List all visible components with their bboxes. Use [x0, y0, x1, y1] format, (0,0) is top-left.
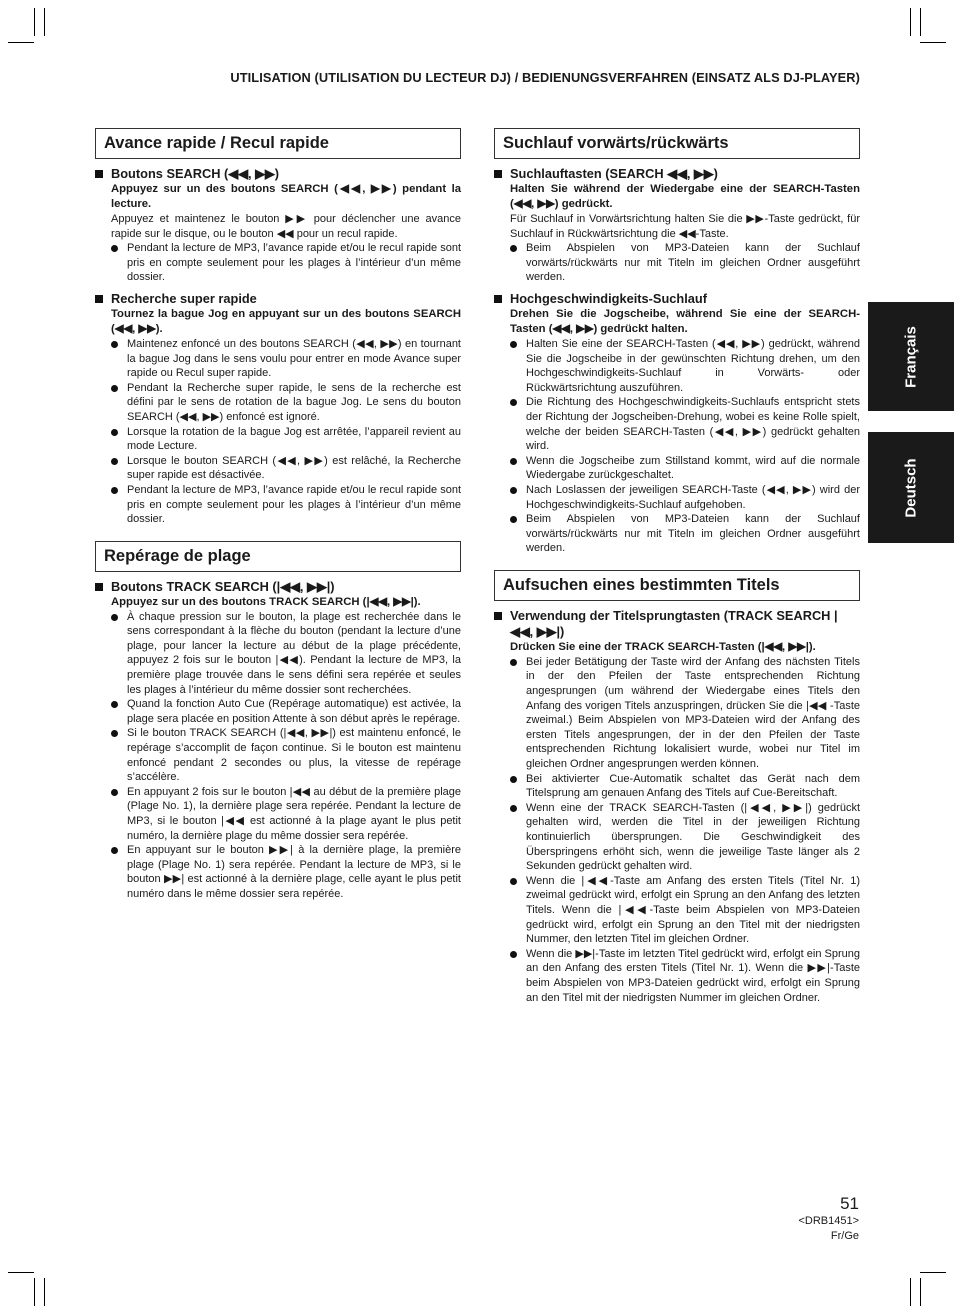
list-item: Wenn die Jogscheibe zum Stillstand kommt, wird auf die normale Wiedergabe zurückgeschaltet.	[526, 454, 860, 482]
list-item: Beim Abspielen von MP3-Dateien kann der Suchlauf vorwärts/rückwärts nur mit Titeln im gleichen Ordner ausgeführt werden.	[526, 513, 860, 555]
list-item: Wenn die |◀◀-Taste am Anfang des ersten Titels (Titel Nr. 1) zweimal gedrückt wird, erfolgt ein Sprung an den Anfang des letzten Titels. Wenn die |◀◀-Taste beim Abspielen von MP3-Dateien gedrückt wird, erfolgt ein Sprung an den Titel mit der niedrigsten Nummer, den letzten Titel im gleichen Ordner.	[526, 874, 860, 946]
document-code-number: <DRB1451>	[798, 1215, 859, 1227]
list-item: Bei aktivierter Cue-Automatik schaltet das Gerät nach dem Titelsprung am genauen Anfang des Titels auf Cue-Bereitschaft.	[526, 772, 860, 800]
crop-mark	[44, 8, 45, 36]
list-item: Halten Sie eine der SEARCH-Tasten (◀◀, ▶▶) gedrückt, während Sie die Jogscheibe in der gewünschten Richtung drehen, um den Hochgeschwindigkeits-Suchlauf in Vorwärts- oder Rückwärtsrichtung auszuführen.	[526, 337, 860, 394]
list-item: À chaque pression sur le bouton, la plage est recherchée dans le sens correspondant à la flèche du bouton (pendant la lecture d’une plage, pour lancer la lecture au début de la plage précédente, appuyez 2 fois sur le bouton |◀◀). Pendant la lecture de MP3, la première plage trouvée dans le sens défini sera repérée et seules les plages à l’intérieur du même dossier sont recherchées.	[127, 610, 461, 696]
bullet-list	[494, 655, 860, 1005]
subsection	[494, 291, 860, 556]
section-title: Aufsuchen eines bestimmten Titels	[494, 570, 860, 601]
section-title: Avance rapide / Recul rapide	[95, 128, 461, 159]
subsection-heading: Suchlauftasten (SEARCH ◀◀, ▶▶)	[494, 166, 860, 182]
list-item: Beim Abspielen von MP3-Dateien kann der Suchlauf vorwärts/rückwärts nur mit Titeln im gleichen Ordner ausgeführt werden.	[526, 242, 860, 284]
crop-mark	[44, 1278, 45, 1306]
instruction: Tournez la bague Jog en appuyant sur un des boutons SEARCH (◀◀, ▶▶).	[111, 307, 461, 335]
subsection-heading: Verwendung der Titelsprungtasten (TRACK SEARCH |◀◀, ▶▶|)	[494, 608, 860, 640]
page-header: UTILISATION (UTILISATION DU LECTEUR DJ) / BEDIENUNGSVERFAHREN (EINSATZ ALS DJ-PLAYER)	[230, 70, 860, 85]
bullet-list	[95, 610, 461, 902]
subsection	[95, 166, 461, 285]
square-bullet-icon	[494, 295, 502, 303]
crop-mark	[34, 8, 35, 36]
square-bullet-icon	[95, 170, 103, 178]
crop-mark	[8, 42, 34, 43]
square-bullet-icon	[494, 612, 502, 620]
list-item: Die Richtung des Hochgeschwindigkeits-Suchlaufs entspricht stets der Richtung der Jogscheiben-Drehung, wobei es keine Rolle spielt, welche der beiden SEARCH-Tasten (◀◀, ▶▶) gedrückt gehalten wird.	[526, 396, 860, 453]
list-item: Si le bouton TRACK SEARCH (|◀◀, ▶▶|) est maintenu enfoncé, le repérage s’accomplit de façon continue. Si le bouton est maintenu enfoncé pendant 2 secondes ou plus, la vitesse de repérage s’accélère.	[127, 727, 461, 784]
list-item: Maintenez enfoncé un des boutons SEARCH (◀◀, ▶▶) en tournant la bague Jog dans le sens voulu pour entrer en mode Avance super rapide ou Recul super rapide.	[127, 337, 461, 380]
crop-mark	[910, 8, 911, 36]
instruction: Appuyez sur un des boutons TRACK SEARCH (|◀◀, ▶▶|).	[111, 595, 421, 608]
list-item: En appuyant sur le bouton ▶▶| à la dernière plage, la première plage (Plage No. 1) sera repérée. Pendant la lecture de MP3, si le bouton ▶▶| est actionné à la dernière plage, celle ayant le plus petit numéro dans le même dossier sera repérée.	[127, 844, 461, 900]
subsection	[494, 608, 860, 1005]
section-title: Repérage de plage	[95, 541, 461, 572]
section-title: Suchlauf vorwärts/rückwärts	[494, 128, 860, 159]
list-item: Wenn die ▶▶|-Taste im letzten Titel gedrückt wird, erfolgt ein Sprung an den Anfang des ersten Titels (Titel Nr. 1). Wenn die ▶▶|-Taste beim Abspielen von MP3-Dateien gedrückt wird, erfolgt ein Sprung an den Titel mit der niedrigsten Nummer im gleichen Ordner.	[526, 947, 860, 1004]
list-item: En appuyant 2 fois sur le bouton |◀◀ au début de la première plage (Plage No. 1), la dernière plage sera repérée. Pendant la lecture de MP3, si le bouton |◀◀ est actionné à la plage ayant le plus petit numéro, la dernière plage du même dossier sera repérée.	[127, 785, 461, 842]
list-item: Lorsque le bouton SEARCH (◀◀, ▶▶) est relâché, la Recherche super rapide est désactivée.	[127, 454, 461, 482]
bullet-list	[494, 337, 860, 556]
bullet-list	[494, 241, 860, 285]
document-language-code: Fr/Ge	[830, 1230, 859, 1242]
crop-mark	[920, 1278, 921, 1306]
language-tab-french	[868, 302, 954, 411]
crop-mark	[8, 1272, 34, 1273]
instruction: Appuyez sur un des boutons SEARCH (◀◀, ▶▶) pendant la lecture.	[111, 183, 461, 210]
list-item: Pendant la lecture de MP3, l’avance rapide et/ou le recul rapide sont pris en compte seulement pour les plages à l’intérieur d’un même dossier.	[127, 483, 461, 526]
subsection-heading: Boutons SEARCH (◀◀, ▶▶)	[95, 166, 461, 182]
language-tab-label: Deutsch	[902, 457, 920, 518]
square-bullet-icon	[95, 295, 103, 303]
list-item: Bei jeder Betätigung der Taste wird der Anfang des nächsten Titels in der den Pfeilen der Taste entsprechenden Richtung angesprungen (um während der Wiedergabe eines Titels den Anfang des vorigen Titels anzuspringen, drücken Sie die |◀◀ -Taste zweimal.) Beim Abspielen von MP3-Dateien wird der Anfang des ersten Titels angesprungen, der in der den Pfeilen der Taste entsprechenden Richtung lokalisiert wurde, wobei nur Titel im gleichen Ordner angesprungen werden können.	[526, 655, 860, 771]
language-tab-german	[868, 432, 954, 543]
list-item: Lorsque la rotation de la bague Jog est arrêtée, l’appareil revient au mode Lecture.	[127, 425, 461, 453]
bullet-list	[95, 337, 461, 527]
crop-mark	[920, 42, 946, 43]
paragraph: Appuyez et maintenez le bouton ▶▶ pour déclencher une avance rapide sur le disque, ou le bouton ◀◀ pour un recul rapide.	[111, 213, 461, 240]
subsection	[95, 579, 461, 902]
crop-mark	[920, 1272, 946, 1273]
subsection	[95, 291, 461, 527]
list-item: Pendant la lecture de MP3, l’avance rapide et/ou le recul rapide sont pris en compte seulement pour les plages à l’intérieur d’un même dossier.	[127, 242, 461, 284]
language-tab-label: Français	[902, 325, 920, 388]
list-item: Pendant la Recherche super rapide, le sens de la recherche est défini par le sens de rotation de la bague Jog. Le sens du bouton SEARCH (◀◀, ▶▶) enfoncé est ignoré.	[127, 381, 461, 423]
document-code	[798, 1214, 859, 1244]
square-bullet-icon	[494, 170, 502, 178]
paragraph: Für Suchlauf in Vorwärtsrichtung halten Sie die ▶▶-Taste gedrückt, für Suchlauf in Rückwärtsrichtung die ◀◀-Taste.	[510, 213, 860, 240]
list-item: Wenn eine der TRACK SEARCH-Tasten (|◀◀, ▶▶|) gedrückt gehalten wird, werden die Titel in der jeweiligen Richtung kontinuierlich übersprungen. Die Geschwindigkeit des Überspringens erhöht sich, wenn die jeweilige Taste länger als 2 Sekunden gedrückt gehalten wird.	[526, 801, 860, 873]
subsection-heading: Boutons TRACK SEARCH (|◀◀, ▶▶|)	[95, 579, 461, 595]
list-item: Quand la fonction Auto Cue (Repérage automatique) est activée, la plage sera placée en position Attente à son début après le repérage.	[127, 698, 461, 725]
bullet-list	[95, 241, 461, 285]
list-item: Nach Loslassen der jeweiligen SEARCH-Taste (◀◀, ▶▶) wird der Hochgeschwindigkeits-Suchlauf aufgehoben.	[526, 483, 860, 511]
instruction: Halten Sie während der Wiedergabe eine der SEARCH-Tasten (◀◀, ▶▶) gedrückt.	[510, 183, 860, 210]
subsection	[494, 166, 860, 285]
page-number: 51	[840, 1194, 859, 1213]
crop-mark	[920, 8, 921, 36]
column-german	[494, 128, 860, 1005]
crop-mark	[910, 1278, 911, 1306]
column-french	[95, 128, 461, 902]
subsection-heading: Hochgeschwindigkeits-Suchlauf	[494, 291, 860, 307]
instruction: Drücken Sie eine der TRACK SEARCH-Tasten (|◀◀, ▶▶|).	[510, 640, 816, 653]
square-bullet-icon	[95, 583, 103, 591]
crop-mark	[34, 1278, 35, 1306]
instruction: Drehen Sie die Jogscheibe, während Sie eine der SEARCH-Tasten (◀◀, ▶▶) gedrückt halten.	[510, 307, 860, 335]
subsection-heading: Recherche super rapide	[95, 291, 461, 307]
